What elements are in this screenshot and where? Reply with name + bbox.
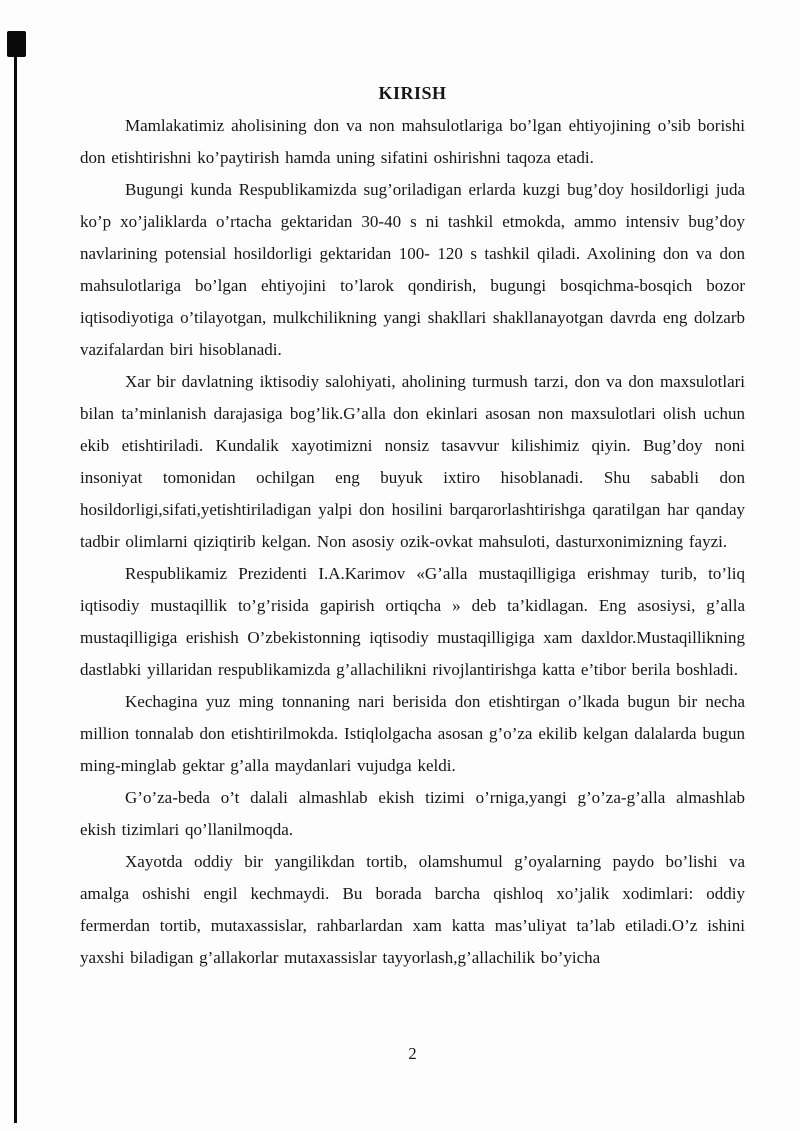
- page-title: KIRISH: [378, 83, 447, 103]
- paragraph-3: Xar bir davlatning iktisodiy salohiyati, aholining turmush tarzi, don va don maxsulotlari bilan ta’minlanish darajasiga bog’lik.G’alla don ekinlari asosan non maxsulotlari olish uchun ekib etishtiriladi. Kundalik xayotimizni nonsiz tasavvur kilishimiz qiyin. Bug’doy noni insoniyat tomonidan ochilgan eng buyuk ixtiro hisoblanadi. Shu sababli don hosildorligi,sifati,yetishtiriladigan yalpi don hosilini barqarorlashtirishga qaratilgan har qanday tadbir olimlarni qiziqtirib kelgan. Non asosiy ozik-ovkat mahsuloti, dasturxonimizning fayzi.: [80, 372, 745, 551]
- paragraph-1: Mamlakatimiz aholisining don va non mahsulotlariga bo’lgan ehtiyojining o’sib borishi don etishtirishni ko’paytirish hamda uning sifatini oshirishni taqoza etadi.: [80, 116, 745, 167]
- paragraph-6: G’o’za-beda o’t dalali almashlab ekish tizimi o’rniga,yangi g’o’za-g’alla almashlab ekish tizimlari qo’llanilmoqda.: [80, 788, 745, 839]
- page-number: 2: [408, 1044, 417, 1063]
- paragraph-5: Kechagina yuz ming tonnaning nari berisida don etishtirgan o’lkada bugun bir necha million tonnalab don etishtirilmokda. Istiqlolgacha asosan g’o’za ekilib kelgan dalalarda bugun ming-minglab gektar g’alla maydanlari vujudga keldi.: [80, 692, 745, 775]
- scan-artifact-line: [14, 56, 17, 1123]
- paragraph-4: Respublikamiz Prezidenti I.A.Karimov «G’alla mustaqilligiga erishmay turib, to’liq iqtisodiy mustaqillik to’g’risida gapirish ortiqcha » deb ta’kidlagan. Eng asosiysi, g’alla mustaqilligiga erishish O’zbekistonning iqtisodiy mustaqilligiga xam daxldor.Mustaqillikning dastlabki yillaridan respublikamizda g’allachilikni rivojlantirishga katta e’tibor berila boshladi.: [80, 564, 745, 679]
- scan-artifact-blob: [7, 31, 26, 57]
- paragraph-7: Xayotda oddiy bir yangilikdan tortib, olamshumul g’oyalarning paydo bo’lishi va amalga oshishi engil kechmaydi. Bu borada barcha qishloq xo’jalik xodimlari: oddiy fermerdan tortib, mutaxassislar, rahbarlardan xam katta mas’uliyat ta’lab etiladi.O’z ishini yaxshi biladigan g’allakorlar mutaxassislar tayyorlash,g’allachilik bo’yicha: [80, 852, 745, 967]
- paragraph-2: Bugungi kunda Respublikamizda sug’oriladigan erlarda kuzgi bug’doy hosildorligi juda ko’p xo’jaliklarda o’rtacha gektaridan 30-40 s ni tashkil etmokda, ammo intensiv bug’doy navlarining potensial hosildorligi gektaridan 100- 120 s tashkil qiladi. Axolining don va don mahsulotlariga bo’lgan ehtiyojini to’larok qondirish, bugungi bosqichma-bosqich bozor iqtisodiyotiga o’tilayotgan, mulkchilikning yangi shakllari shakllanayotgan davrda eng dolzarb vazifalardan biri hisoblanadi.: [80, 180, 745, 359]
- document-body: [80, 76, 745, 974]
